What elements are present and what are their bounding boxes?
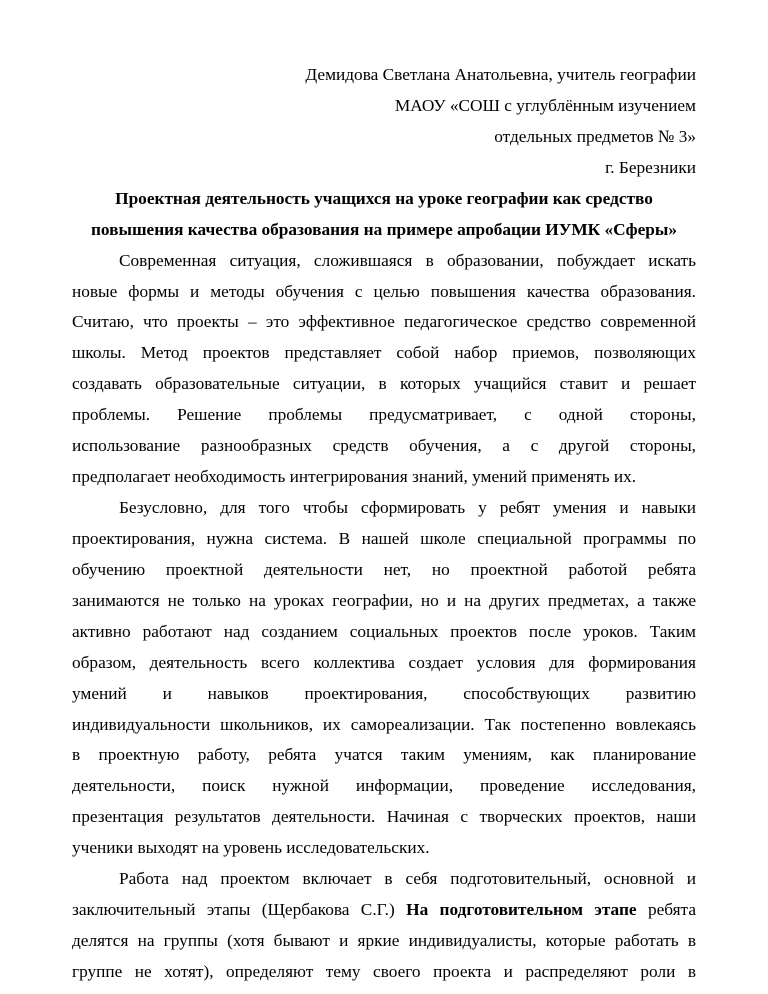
body-line: использование разнообразных средств обучения, а с другой стороны, (72, 436, 696, 455)
body-line: презентация результатов деятельности. Начиная с творческих проектов, наши (72, 807, 696, 826)
city-line: г. Березники (605, 158, 696, 177)
body-line: ученики выходят на уровень исследовательских. (72, 838, 430, 857)
body-line: Работа над проектом включает в себя подготовительный, основной и (119, 869, 696, 888)
title-line-1: Проектная деятельность учащихся на уроке географии как средство (115, 189, 653, 208)
school-line-2: отдельных предметов № 3» (494, 127, 696, 146)
body-line: образом, деятельность всего коллектива создает условия для формирования (72, 653, 696, 672)
body-line: проблемы. Решение проблемы предусматривает, с одной стороны, (72, 405, 696, 424)
body-line: умений и навыков проектирования, способствующих развитию (72, 684, 696, 703)
body-line: в проектную работу, ребята учатся таким умениям, как планирование (72, 745, 696, 764)
body-text: заключительный этапы (Щербакова С.Г.) (72, 900, 395, 919)
body-line: делятся на группы (хотя бывают и яркие индивидуалисты, которые работать в (72, 931, 696, 950)
body-line: предполагает необходимость интегрирования знаний, умений применять их. (72, 467, 637, 486)
body-line: проектирования, нужна система. В нашей школе специальной программы по (72, 529, 696, 548)
stage-emphasis: На подготовительном этапе (406, 900, 637, 919)
body-line: создавать образовательные ситуации, в которых учащийся ставит и решает (72, 374, 696, 393)
body-text: ребята (647, 900, 696, 919)
author-line: Демидова Светлана Анатольевна, учитель географии (305, 65, 696, 84)
body-line-mixed (72, 900, 696, 920)
school-line-1: МАОУ «СОШ с углублённым изучением (394, 96, 696, 115)
body-line: обучению проектной деятельности нет, но проектной работой ребята (72, 560, 696, 579)
body-line: индивидуальности школьников, их самореализации. Так постепенно вовлекаясь (72, 715, 696, 734)
body-line: школы. Метод проектов представляет собой набор приемов, позволяющих (72, 343, 696, 362)
body-line: деятельности, поиск нужной информации, проведение исследования, (72, 776, 696, 795)
body-line: активно работают над созданием социальных проектов после уроков. Таким (72, 622, 696, 641)
body-line: Считаю, что проекты – это эффективное педагогическое средство современной (72, 312, 696, 331)
body-line: занимаются не только на уроках географии, но и на других предметах, а также (72, 591, 696, 610)
body-line: новые формы и методы обучения с целью повышения качества образования. (72, 282, 696, 301)
body-line: группе не хотят), определяют тему своего проекта и распределяют роли в (72, 962, 696, 981)
body-line: Безусловно, для того чтобы сформировать у ребят умения и навыки (119, 498, 696, 517)
body-line: Современная ситуация, сложившаяся в образовании, побуждает искать (119, 251, 696, 270)
title-line-2: повышения качества образования на примере апробации ИУМК «Сферы» (90, 220, 678, 239)
